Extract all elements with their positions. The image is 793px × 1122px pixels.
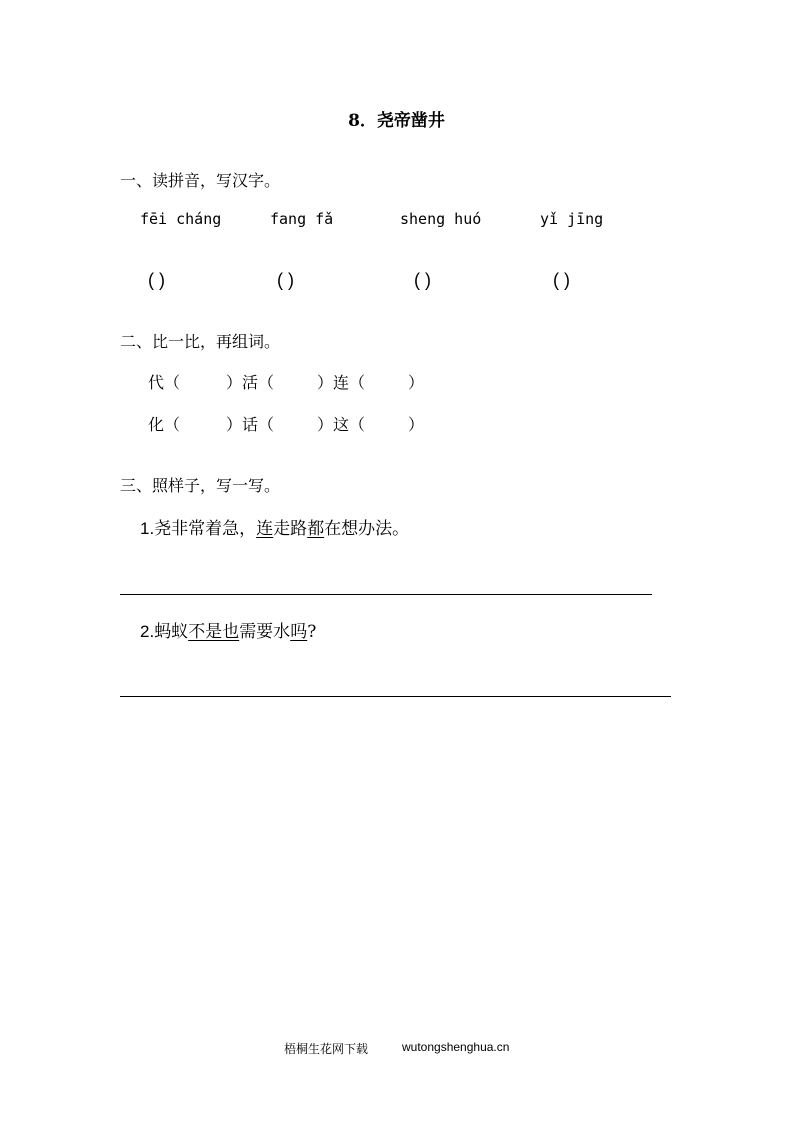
- page-title: 8．尧帝凿井: [348, 111, 445, 131]
- section3-heading: 三、照样子，写一写。: [120, 476, 281, 495]
- answer-blank-1[interactable]: ( ): [148, 270, 165, 290]
- example-2-underline-a: 不是也: [188, 622, 240, 642]
- example-2-text-a: 蚂蚁: [154, 622, 189, 642]
- compare-row1-item4: ）: [408, 373, 425, 392]
- answer-line-2[interactable]: [120, 696, 671, 697]
- example-2-underline-b: 吗: [290, 622, 308, 642]
- example-1-text-a: 尧非常着急，: [154, 519, 257, 539]
- example-1-number: 1.: [140, 519, 155, 538]
- example-1-text-b: 走路: [273, 519, 308, 539]
- answer-blank-3[interactable]: ( ): [414, 270, 431, 290]
- compare-row2-item1: 化（: [148, 415, 181, 434]
- section2-heading: 二、比一比，再组词。: [120, 332, 281, 351]
- example-sentence-1: [140, 514, 409, 539]
- answer-line-1[interactable]: [120, 594, 652, 595]
- pinyin-4: yǐ jīng: [540, 210, 604, 228]
- example-sentence-2: [140, 617, 316, 642]
- compare-row1-item1: 代（: [148, 373, 181, 392]
- example-2-text-b: 需要水: [239, 622, 291, 642]
- answer-blank-2[interactable]: ( ): [277, 270, 294, 290]
- example-1-text-c: 在想办法。: [324, 519, 410, 539]
- example-2-number: 2.: [140, 622, 155, 641]
- pinyin-1: fēi cháng: [140, 210, 222, 228]
- pinyin-3: sheng huó: [400, 210, 482, 228]
- example-1-underline-a: 连: [256, 519, 274, 539]
- answer-blank-4[interactable]: ( ): [553, 270, 570, 290]
- pinyin-2: fang fǎ: [270, 210, 334, 228]
- compare-row1-item3: ）连（: [317, 373, 366, 392]
- compare-row2-item3: ）这（: [317, 415, 366, 434]
- compare-row2-item2: ）话（: [226, 415, 275, 434]
- example-1-underline-b: 都: [307, 519, 325, 539]
- compare-row2-item4: ）: [408, 415, 425, 434]
- footer-site-url[interactable]: wutongshenghua.cn: [402, 1040, 510, 1054]
- footer-site-name: 梧桐生花网下载: [284, 1042, 369, 1056]
- section1-heading: 一、读拼音，写汉字。: [120, 171, 281, 190]
- compare-row1-item2: ）活（: [226, 373, 275, 392]
- example-2-text-c: ?: [307, 622, 317, 642]
